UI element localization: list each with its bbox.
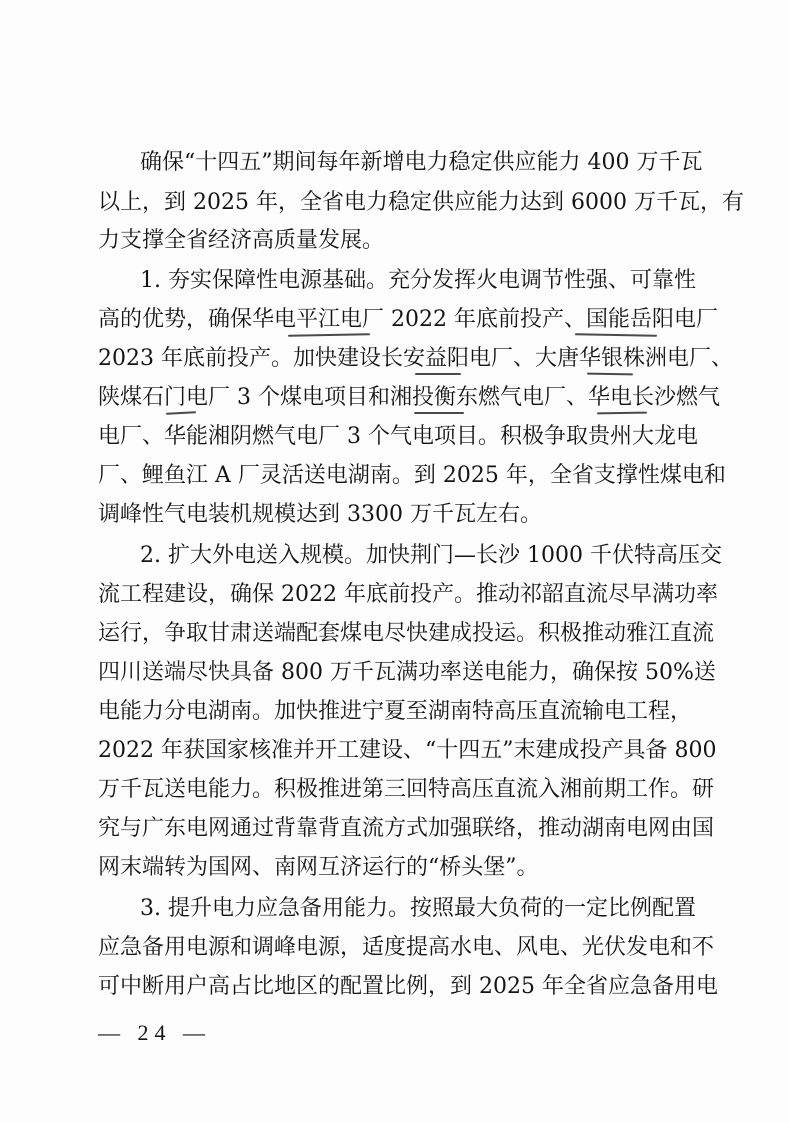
- text-line: 电厂、华能湘阴燃气电厂 3 个气电项目。积极争取贵州大龙电: [98, 424, 698, 449]
- text-line: 应急备用电源和调峰电源，适度提高水电、风电、光伏发电和不: [98, 935, 715, 960]
- text-line: 2. 扩大外电送入规模。加快荆门—长沙 1000 千伏特高压交: [140, 543, 722, 568]
- text-line: 电能力分电湖南。加快推进宁夏至湖南特高压直流输电工程，: [98, 699, 693, 724]
- text-line: 陕煤石门电厂 3 个煤电项目和湘投衡东燃气电厂、华电长沙燃气: [98, 385, 720, 410]
- text-line: 可中断用户高占比地区的配置比例，到 2025 年全省应急备用电: [98, 974, 718, 999]
- text-line: 2023 年底前投产。加快建设长安益阳电厂、大唐华银株洲电厂、: [98, 346, 733, 371]
- pen-underline-mark: [597, 412, 647, 415]
- text-line: 网末端转为国网、南网互济运行的“桥头堡”。: [98, 855, 539, 880]
- text-line: 四川送端尽快具备 800 万千瓦满功率送电能力，确保按 50%送: [98, 660, 716, 685]
- text-line: 确保“十四五”期间每年新增电力稳定供应能力 400 万千瓦: [140, 150, 703, 175]
- text-line: 3. 提升电力应急备用能力。按照最大负荷的一定比例配置: [140, 896, 696, 921]
- page-number: — 24 —: [98, 1020, 211, 1045]
- pen-underline-mark: [414, 412, 464, 414]
- text-line: 以上，到 2025 年，全省电力稳定供应能力达到 6000 万千瓦，有: [98, 190, 744, 215]
- text-line: 高的优势，确保华电平江电厂 2022 年底前投产、国能岳阳电厂: [98, 307, 718, 332]
- text-line: 1. 夯实保障性电源基础。充分发挥火电调节性强、可靠性: [140, 268, 696, 293]
- pen-underline-mark: [288, 333, 370, 336]
- text-line: 究与广东电网通过背靠背直流方式加强联络，推动湖南电网由国: [98, 816, 715, 841]
- text-line: 厂、鲤鱼江 A 厂灵活送电湖南。到 2025 年，全省支撑性煤电和: [98, 463, 726, 488]
- text-line: 力支撑全省经济高质量发展。: [98, 228, 385, 253]
- pen-underline-mark: [575, 333, 657, 336]
- text-line: 万千瓦送电能力。积极推进第三回特高压直流入湘前期工作。研: [98, 777, 715, 802]
- pen-underline-mark: [587, 373, 633, 376]
- text-line: 运行，争取甘肃送端配套煤电尽快建成投运。积极推动雅江直流: [98, 621, 715, 646]
- text-line: 流工程建设，确保 2022 年底前投产。推动祁韶直流尽早满功率: [98, 582, 718, 607]
- text-line: 2022 年获国家核准并开工建设、“十四五”末建成投产具备 800: [98, 738, 717, 763]
- text-line: 调峰性气电装机规模达到 3300 万千瓦左右。: [98, 502, 542, 527]
- pen-underline-mark: [415, 373, 461, 375]
- pen-underline-mark: [166, 411, 196, 415]
